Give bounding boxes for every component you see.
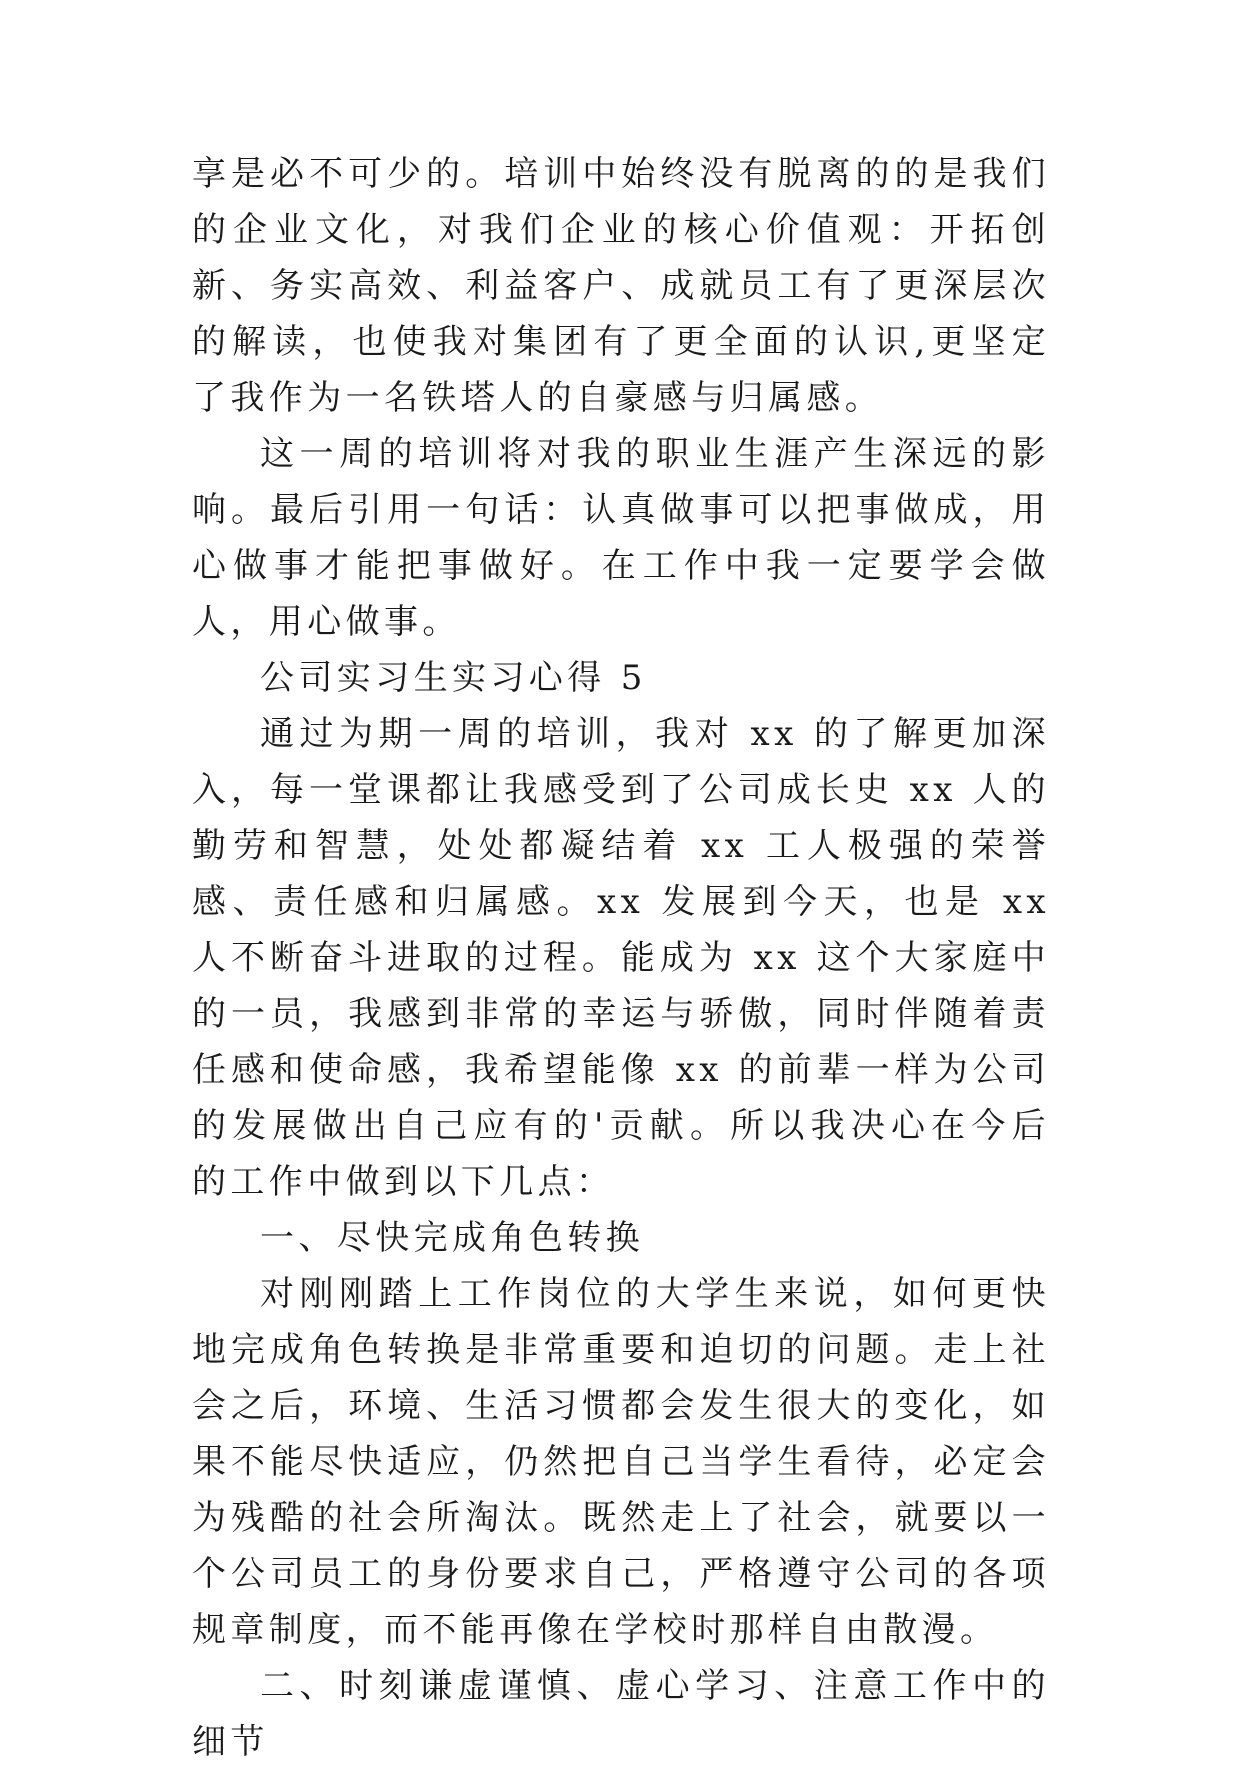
subheading-role-transition: 一、尽快完成角色转换 — [260, 1218, 644, 1258]
document-body — [192, 146, 1050, 1770]
paragraph-intro: 通过为期一周的培训，我对 xx 的了解更加深入，每一堂课都让我感受到了公司成长史 xx 人的勤劳和智慧，处处都凝结着 xx 工人极强的荣誉感、责任感和归属感。xx 发展到今天，也是 xx 人不断奋斗进取的过程。能成为 xx 这个大家庭中的一员，我感到非常的幸运与骄傲，同时伴随着责任感和使命感，我希望能像 xx 的前辈一样为公司的发展做出自己应有的'贡献。所以我决心在今后的工作中做到以下几点： — [192, 714, 1050, 1202]
paragraph-conclusion: 这一周的培训将对我的职业生涯产生深远的影响。最后引用一句话：认真做事可以把事做成，用心做事才能把事做好。在工作中我一定要学会做人，用心做事。 — [192, 434, 1050, 642]
paragraph-role-transition: 对刚刚踏上工作岗位的大学生来说，如何更快地完成角色转换是非常重要和迫切的问题。走上社会之后，环境、生活习惯都会发生很大的变化，如果不能尽快适应，仍然把自己当学生看待，必定会为残酷的社会所淘汰。既然走上了社会，就要以一个公司员工的身份要求自己，严格遵守公司的各项规章制度，而不能再像在学校时那样自由散漫。 — [192, 1274, 1050, 1650]
section-heading: 公司实习生实习心得 5 — [260, 658, 647, 698]
subheading-humility: 二、时刻谦虚谨慎、虚心学习、注意工作中的细节 — [192, 1666, 1050, 1762]
paragraph-continuation: 享是必不可少的。培训中始终没有脱离的的是我们的企业文化，对我们企业的核心价值观：开拓创新、务实高效、利益客户、成就员工有了更深层次的解读，也使我对集团有了更全面的认识,更坚定了我作为一名铁塔人的自豪感与归属感。 — [192, 154, 1050, 418]
